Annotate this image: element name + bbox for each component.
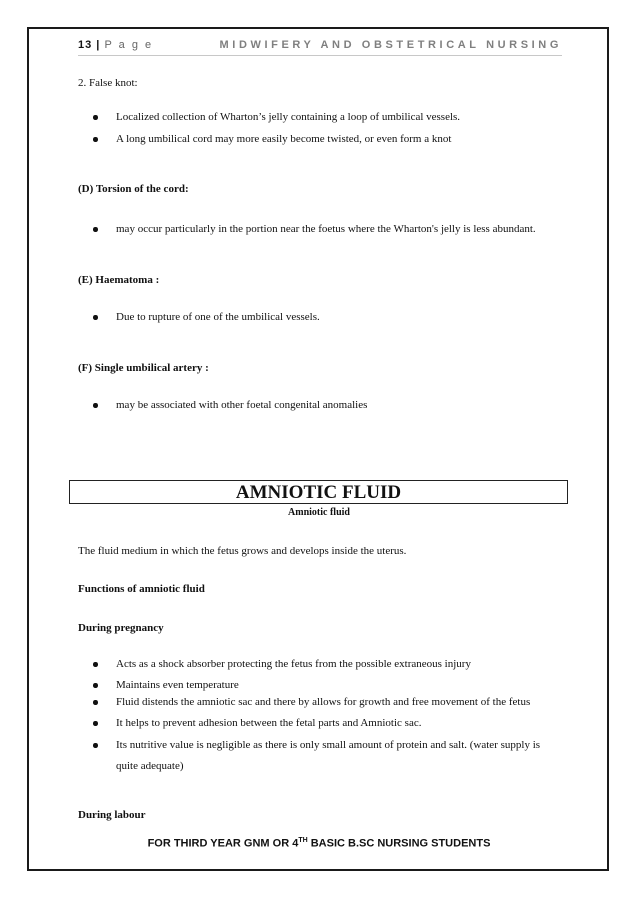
list-item-text: Localized collection of Wharton’s jelly containing a loop of umbilical vessels. xyxy=(116,111,461,123)
haematoma-heading: (E) Haematoma : xyxy=(78,274,160,286)
page-label: P a g e xyxy=(104,39,154,51)
section-subtitle: Amniotic fluid xyxy=(288,507,350,518)
bullet-icon xyxy=(93,683,98,688)
torsion-heading: (D) Torsion of the cord: xyxy=(78,183,189,195)
labour-heading: During labour xyxy=(78,809,146,821)
section-title-box xyxy=(69,480,568,504)
footer-suffix: BASIC B.SC NURSING STUDENTS xyxy=(307,837,491,850)
bullet-icon xyxy=(93,662,98,667)
bullet-icon xyxy=(93,721,98,726)
page-separator: | xyxy=(92,39,105,51)
functions-heading: Functions of amniotic fluid xyxy=(78,583,205,595)
list-item-text: Maintains even temperature xyxy=(116,679,239,691)
bullet-icon xyxy=(93,115,98,120)
list-item-text: Due to rupture of one of the umbilical vessels. xyxy=(116,311,320,323)
page-number-value: 13 xyxy=(78,39,93,51)
bullet-icon xyxy=(93,700,98,705)
page-header xyxy=(78,37,562,56)
false-knot-heading: 2. False knot: xyxy=(78,77,138,89)
list-item-text: It helps to prevent adhesion between the fetal parts and Amniotic sac. xyxy=(116,717,422,729)
list-item-text: may occur particularly in the portion near the foetus where the Wharton's jelly is less abundant. xyxy=(116,223,536,235)
page-footer xyxy=(0,837,638,850)
bullet-icon xyxy=(93,403,98,408)
pregnancy-heading: During pregnancy xyxy=(78,622,164,634)
page-number xyxy=(78,39,153,51)
bullet-icon xyxy=(93,315,98,320)
bullet-icon xyxy=(93,137,98,142)
section-title: AMNIOTIC FLUID xyxy=(235,482,402,503)
list-item-text: may be associated with other foetal congenital anomalies xyxy=(116,399,368,411)
footer-superscript: TH xyxy=(298,837,308,844)
footer-prefix: FOR THIRD YEAR GNM OR 4 xyxy=(147,837,299,850)
header-title: MIDWIFERY AND OBSTETRICAL NURSING xyxy=(219,39,562,51)
definition-text: The fluid medium in which the fetus grows and develops inside the uterus. xyxy=(78,545,407,557)
single-artery-heading: (F) Single umbilical artery : xyxy=(78,362,209,374)
bullet-icon xyxy=(93,227,98,232)
list-item-text: Its nutritive value is negligible as there is only small amount of protein and salt. (water supply is quite adequate) xyxy=(116,739,541,772)
list-item-text: Fluid distends the amniotic sac and there by allows for growth and free movement of the fetus xyxy=(116,696,531,708)
list-item-text: Acts as a shock absorber protecting the fetus from the possible extraneous injury xyxy=(116,658,471,670)
bullet-icon xyxy=(93,743,98,748)
list-item-text: A long umbilical cord may more easily become twisted, or even form a knot xyxy=(116,133,452,145)
